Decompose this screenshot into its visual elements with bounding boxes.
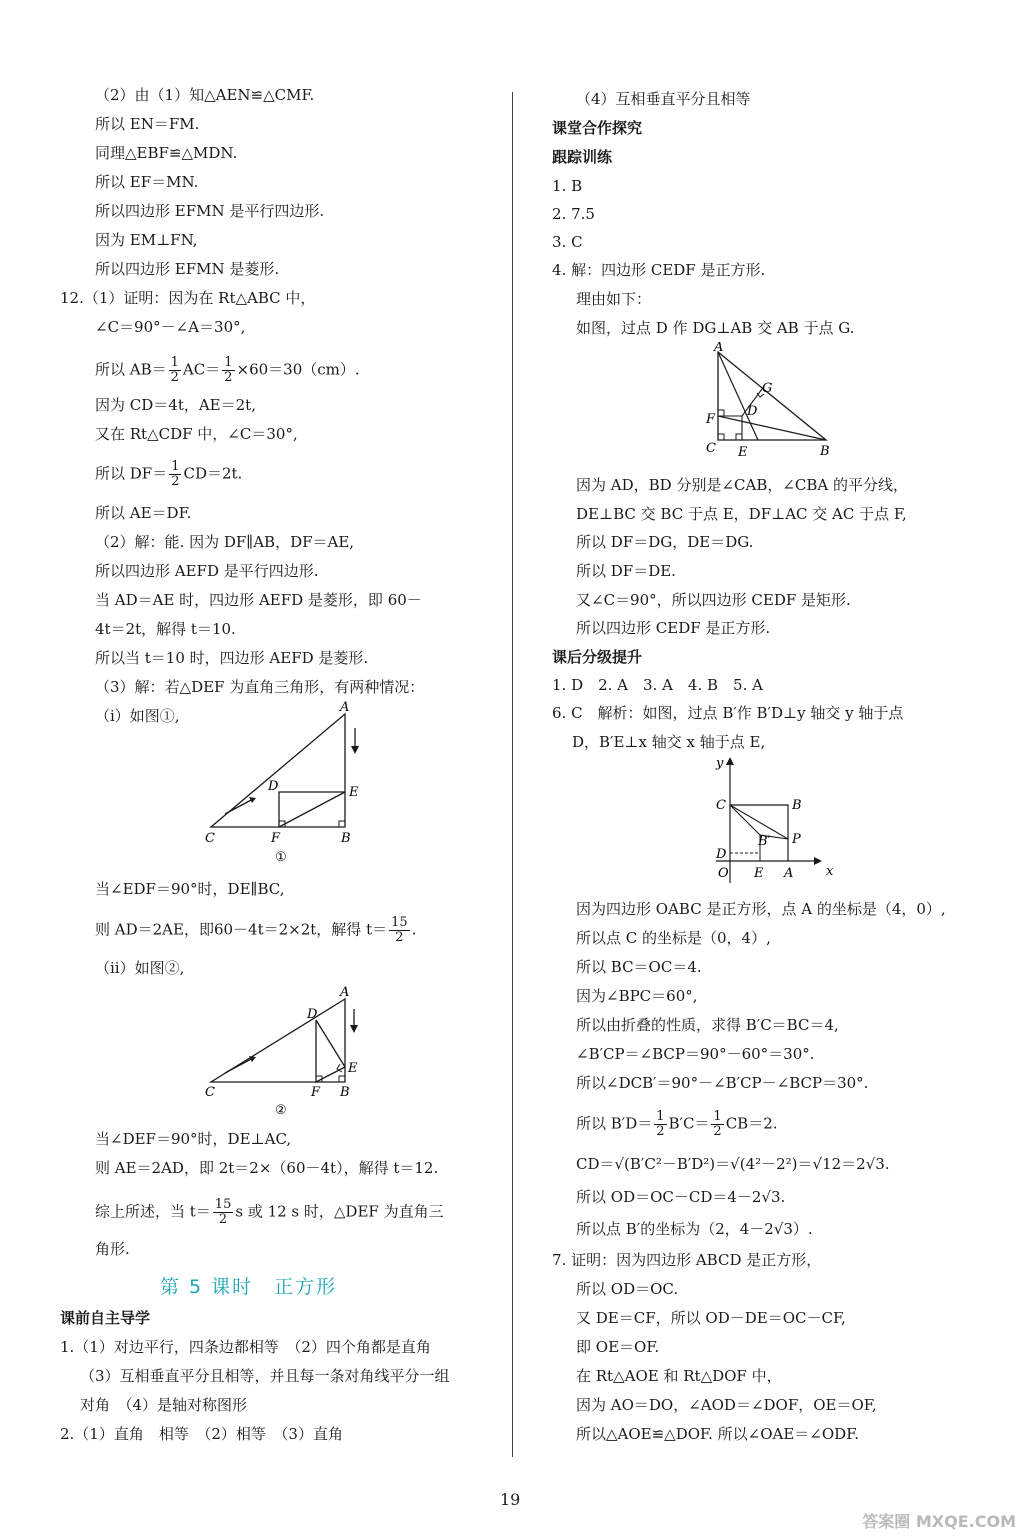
text-line: 所以由折叠的性质，求得 B′C＝BC＝4,: [576, 1016, 839, 1034]
text-line: ∠C＝90°－∠A＝30°,: [95, 318, 246, 336]
text-line: （i）如图①,: [95, 707, 180, 725]
text-line: 3. C: [552, 233, 583, 251]
figure-1: [195, 700, 375, 870]
text-line: 所以 DF＝DE.: [576, 562, 676, 580]
label-d: D: [716, 847, 727, 862]
frac-den: 2: [395, 930, 404, 945]
text-line: 1. D 2. A 3. A 4. B 5. A: [552, 676, 763, 694]
equation-ab: [95, 356, 360, 385]
text-line: CD＝√(B′C²－B′D²)＝√(4²－2²)＝√12＝2√3.: [576, 1155, 890, 1173]
text-line: ∠B′CP＝∠BCP＝90°－60°＝30°.: [576, 1045, 815, 1063]
frac-num: 1: [170, 355, 179, 370]
right-angle-mark: [339, 1076, 345, 1082]
text-line: 在 Rt△AOE 和 Rt△DOF 中，: [576, 1367, 782, 1385]
label-p: P: [792, 832, 801, 847]
text-line: 4t＝2t，解得 t＝10.: [95, 620, 236, 638]
text-line: 角形.: [95, 1240, 130, 1258]
text-line: DE⊥BC 交 BC 于点 E，DF⊥AC 交 AC 于点 F,: [576, 505, 907, 523]
page-number: 19: [500, 1490, 521, 1509]
y-arrow: [726, 757, 734, 765]
fraction: [222, 356, 234, 385]
text-line: （2）解：能. 因为 DF∥AB，DF＝AE,: [95, 533, 355, 551]
segment-fe: [279, 792, 345, 827]
label-o: O: [718, 866, 729, 881]
square-cedf: [718, 416, 742, 440]
text-line: 即 OE＝OF.: [576, 1338, 660, 1356]
label-d: D: [747, 404, 758, 419]
label-b: B: [340, 1085, 350, 1100]
triangle-def: [316, 1020, 345, 1082]
text-line: 因为 EM⊥FN,: [95, 231, 198, 249]
eq-part: B′C＝: [668, 1114, 710, 1133]
text-line: 所以 EN＝FM.: [95, 115, 200, 133]
label-g: G: [762, 381, 773, 396]
label-b: B: [820, 444, 830, 459]
text-line: 6. C 解析：如图，过点 B′作 B′D⊥y 轴交 y 轴于点: [552, 704, 904, 722]
label-a: A: [340, 700, 350, 715]
eq-part: CD＝2t.: [183, 464, 243, 483]
text-line: 因为四边形 OABC 是正方形，点 A 的坐标是（4，0）,: [576, 900, 946, 918]
fraction: [389, 916, 410, 945]
text-line: 如图，过点 D 作 DG⊥AB 交 AB 于点 G.: [576, 319, 855, 337]
frac-den: 2: [170, 370, 179, 385]
label-a: A: [784, 866, 794, 881]
text-line: 所以四边形 AEFD 是平行四边形.: [95, 562, 319, 580]
text-line: 当∠EDF＝90°时，DE∥BC,: [95, 880, 285, 898]
watermark-logo: 答案圈 MXQE.COM: [862, 1512, 1016, 1531]
fraction: [213, 1198, 234, 1227]
text-line: 又在 Rt△CDF 中，∠C＝30°,: [95, 425, 298, 443]
frac-den: 2: [224, 370, 233, 385]
right-angle-mark: [718, 410, 724, 416]
section-heading: 第 5 课时 正方形: [160, 1276, 338, 1298]
arrow-ca: [225, 1058, 253, 1073]
label-c: C: [716, 798, 726, 813]
frac-num: 1: [171, 459, 180, 474]
text-line: （3）互相垂直平分且相等，并且每一条对角线平分一组: [80, 1367, 450, 1385]
text-line: 因为∠BPC＝60°,: [576, 987, 698, 1005]
text-line: （3）解：若△DEF 为直角三角形，有两种情况：: [95, 678, 425, 696]
section-title: 课堂合作探究: [552, 119, 643, 137]
subsection-heading: 课前自主导学: [60, 1309, 151, 1327]
text-line: 所以△AOE≌△DOF. 所以∠OAE＝∠ODF.: [576, 1425, 860, 1443]
fraction: [711, 1110, 723, 1139]
label-d: D: [268, 779, 279, 794]
label-e: E: [754, 866, 764, 881]
triangle-abc: [718, 352, 826, 440]
label-e: E: [738, 445, 748, 460]
text-line: 当 AD＝AE 时，四边形 AEFD 是菱形，即 60－: [95, 591, 422, 609]
label-c: C: [205, 1085, 215, 1100]
text-line: D，B′E⊥x 轴交 x 轴于点 E,: [572, 733, 766, 751]
eq-part: ×60＝30（cm）.: [236, 360, 360, 379]
eq-part: 所以 DF＝: [95, 464, 168, 483]
subsection-heading: 跟踪训练: [552, 148, 613, 166]
eq-part: 则 AD＝2AE，即60－4t＝2×2t，解得 t＝: [95, 920, 388, 939]
text-line: 2.（1）直角 相等 （2）相等 （3）直角: [60, 1425, 343, 1443]
bisector-ad: [718, 352, 758, 440]
eq-part: CB＝2.: [725, 1114, 778, 1133]
x-arrow: [814, 857, 822, 865]
figure-4: [696, 755, 856, 890]
text-line: （4）互相垂直平分且相等: [576, 90, 751, 108]
caption-1: ①: [275, 850, 287, 865]
text-line: 因为 AD，BD 分别是∠CAB，∠CBA 的平分线，: [576, 476, 909, 494]
figure-2: [195, 985, 375, 1120]
right-angle-mark: [736, 434, 742, 440]
text-line: 所以 DF＝DG，DE＝DG.: [576, 533, 754, 551]
label-x: x: [826, 864, 834, 879]
text-line: 所以四边形 EFMN 是菱形.: [95, 260, 280, 278]
text-line: 所以当 t＝10 时，四边形 AEFD 是菱形.: [95, 649, 369, 667]
label-y: y: [716, 756, 724, 771]
fraction: [169, 356, 181, 385]
fraction: [654, 1110, 666, 1139]
equation-bd: [576, 1110, 778, 1139]
text-line: （ii）如图②,: [95, 959, 185, 977]
fraction: [169, 460, 181, 489]
equation-summary: [95, 1198, 444, 1227]
text-line: 4. 解：四边形 CEDF 是正方形.: [552, 261, 766, 279]
eq-part: AC＝: [182, 360, 221, 379]
text-line: 12.（1）证明：因为在 Rt△ABC 中，: [60, 289, 316, 307]
text-line: 7. 证明：因为四边形 ABCD 是正方形，: [552, 1251, 822, 1269]
text-line: 所以 AE＝DF.: [95, 504, 192, 522]
frac-num: 1: [713, 1109, 722, 1124]
text-line: 因为 CD＝4t，AE＝2t,: [95, 396, 256, 414]
text-line: 所以 EF＝MN.: [95, 173, 199, 191]
frac-den: 2: [171, 474, 180, 489]
arrow-head: [351, 746, 359, 754]
arrow-head: [350, 1025, 358, 1033]
label-f: F: [706, 412, 716, 427]
label-d: D: [307, 1007, 318, 1022]
text-line: 因为 AO＝DO，∠AOD＝∠DOF，OE＝OF,: [576, 1396, 877, 1414]
figure-3: [696, 342, 836, 464]
label-e: E: [348, 1061, 358, 1076]
text-line: 当∠DEF＝90°时，DE⊥AC,: [95, 1130, 292, 1148]
label-a: A: [340, 985, 350, 1000]
label-c: C: [205, 831, 215, 846]
text-line: 又∠C＝90°，所以四边形 CEDF 是矩形.: [576, 591, 851, 609]
frac-den: 2: [218, 1212, 228, 1227]
text-line: 所以四边形 EFMN 是平行四边形.: [95, 202, 325, 220]
column-divider: [512, 92, 513, 1457]
text-line: 2. 7.5: [552, 205, 595, 223]
text-line: 则 AE＝2AD，即 2t＝2×（60－4t），解得 t＝12.: [95, 1159, 439, 1177]
text-line: 所以 OD＝OC－CD＝4－2√3.: [576, 1188, 786, 1206]
frac-num: 1: [224, 355, 233, 370]
text-line: 同理△EBF≌△MDN.: [95, 144, 238, 162]
label-e: E: [349, 785, 359, 800]
label-b: B: [792, 798, 802, 813]
equation-t1: 则 AD＝2AE，即60－4t＝2×2t，解得 t＝ $\frac{15}{2}$ .: [95, 915, 417, 945]
text-line: 1.（1）对边平行，四条边都相等 （2）四个角都是直角: [60, 1338, 431, 1356]
text-line: 所以四边形 CEDF 是正方形.: [576, 619, 771, 637]
label-b: B: [341, 831, 351, 846]
arrow-ca: [225, 799, 253, 814]
frac-num: 15: [214, 1197, 232, 1212]
caption-2: ②: [275, 1103, 287, 1118]
text-line: 所以∠DCB′＝90°－∠B′CP－∠BCP＝30°.: [576, 1074, 869, 1092]
text-line: 对角 （4）是轴对称图形: [80, 1396, 248, 1414]
text-line: 1. B: [552, 177, 583, 195]
frac-num: 15: [391, 915, 408, 930]
label-c: C: [706, 441, 716, 456]
frac-den: 2: [713, 1124, 722, 1139]
label-f: F: [311, 1085, 321, 1100]
right-angle-mark: [339, 821, 345, 827]
label-f: F: [271, 831, 281, 846]
frac-den: 2: [656, 1124, 665, 1139]
text-line: 理由如下：: [576, 290, 652, 308]
text-line: 所以点 C 的坐标是（0，4）,: [576, 929, 771, 947]
text-line: 又 DE＝CF，所以 OD－DE＝OC－CF,: [576, 1309, 846, 1327]
subsection-heading: 课后分级提升: [552, 648, 643, 666]
eq-part: 综上所述，当 t＝: [95, 1202, 211, 1221]
eq-part: 所以 AB＝: [95, 360, 167, 379]
right-angle-mark: [718, 434, 724, 440]
frac-num: 1: [656, 1109, 665, 1124]
label-bprime: B′: [758, 834, 771, 849]
equation-df: [95, 460, 242, 489]
text-line: 所以点 B′的坐标为（2，4－2√3）.: [576, 1220, 813, 1238]
label-a: A: [714, 342, 724, 355]
eq-part: 所以 B′D＝: [576, 1114, 653, 1133]
bisector-bd: [718, 416, 826, 440]
text-line: （2）由（1）知△AEN≌△CMF.: [95, 86, 315, 104]
eq-part: s 或 12 s 时，△DEF 为直角三: [235, 1202, 444, 1221]
text-line: 所以 BC＝OC＝4.: [576, 958, 702, 976]
text-line: 所以 OD＝OC.: [576, 1280, 679, 1298]
